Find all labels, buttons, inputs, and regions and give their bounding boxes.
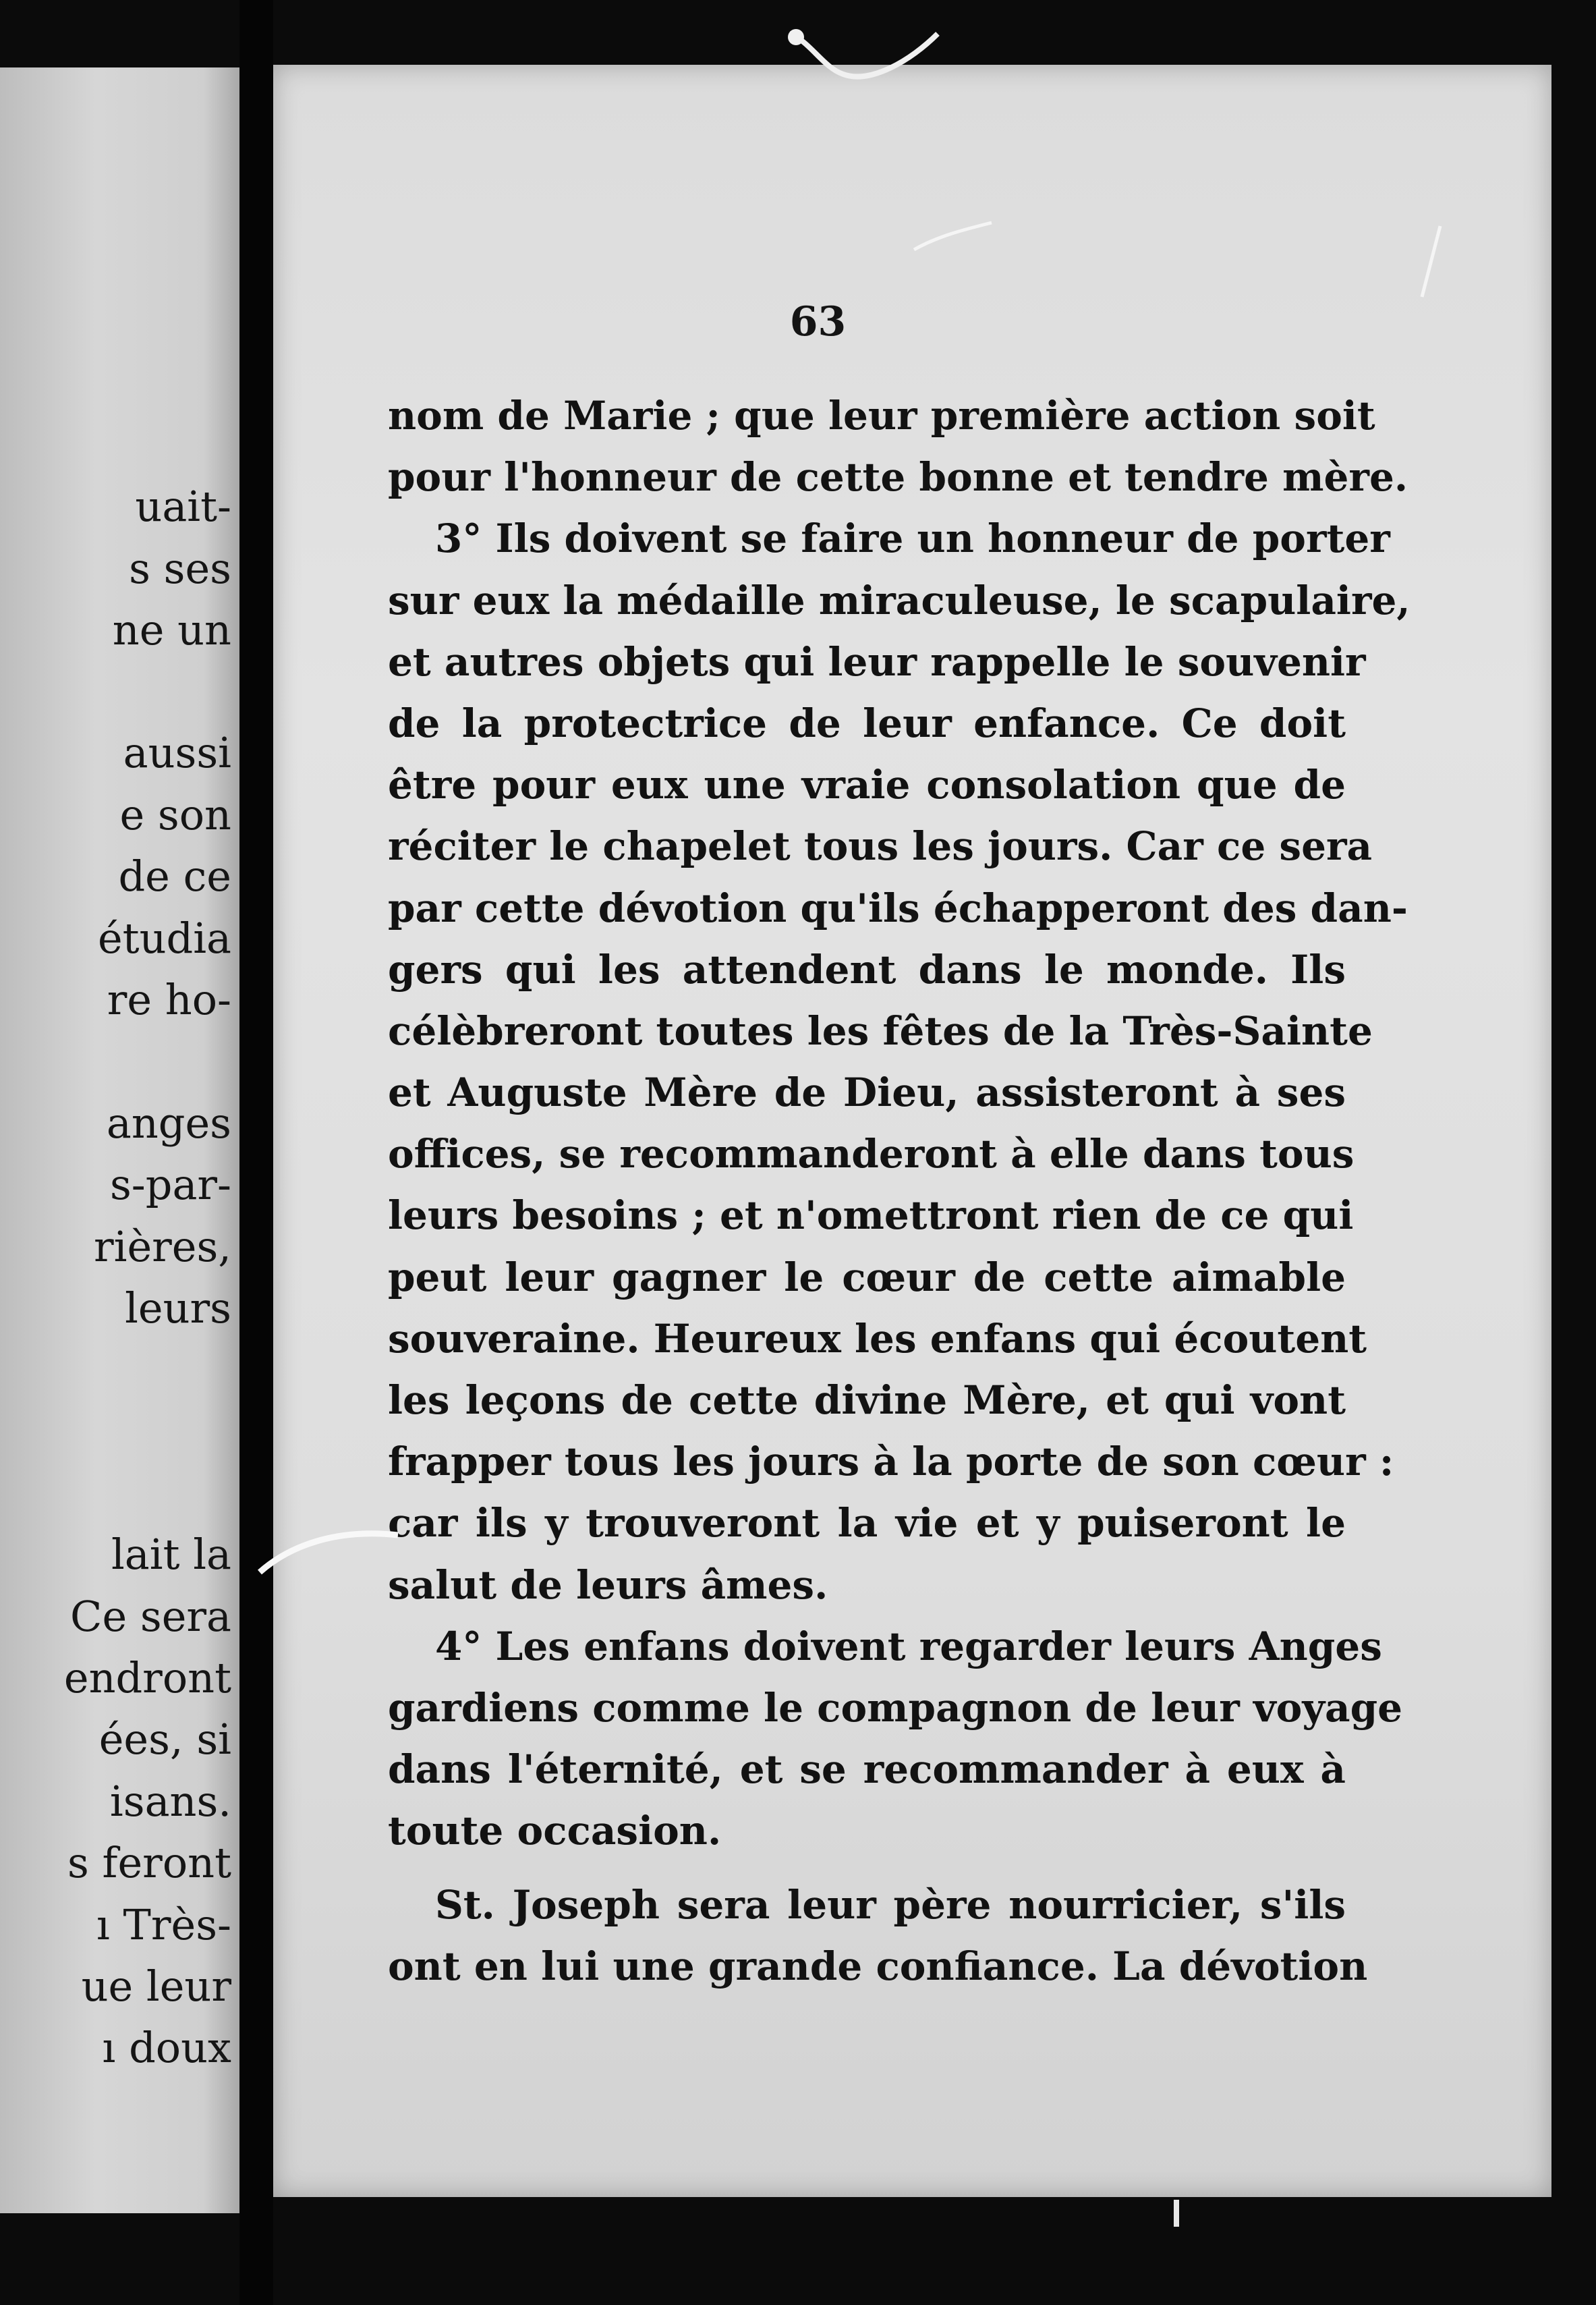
text-line: par cette dévotion qu'ils échapperont des dan- [388, 885, 1408, 931]
scan-artifact [1174, 2200, 1179, 2227]
left-page-line: s feront [67, 1838, 231, 1887]
text-line: les leçons de cette divine Mère, et qui vont [388, 1377, 1346, 1423]
text-line: réciter le chapelet tous les jours. Car ce sera [388, 823, 1373, 870]
text-line: 4° Les enfans doivent regarder leurs Anges [435, 1623, 1382, 1669]
text-line: célèbreront toutes les fêtes de la Très-Sainte [388, 1007, 1373, 1054]
left-page-line: étudia [97, 914, 231, 963]
left-page-line: Ce sera [70, 1592, 231, 1641]
scan-artifact [256, 1518, 405, 1579]
text-line: peut leur gagner le cœur de cette aimable [388, 1254, 1346, 1300]
text-line: pour l'honneur de cette bonne et tendre mère. [388, 454, 1408, 501]
right-page [273, 65, 1551, 2197]
text-line: nom de Marie ; que leur première action soit [388, 393, 1375, 439]
left-page-fragment [0, 67, 239, 2213]
left-page-line: isans. [109, 1777, 231, 1826]
left-page-line: s ses [129, 544, 231, 593]
left-page-line: ue leur [81, 1962, 231, 2011]
scan-artifact [782, 20, 958, 101]
left-page-line: uait- [135, 482, 231, 531]
left-page-line: endront [63, 1653, 231, 1702]
text-line: être pour eux une vraie consolation que de [388, 762, 1346, 808]
text-line: offices, se recommanderont à elle dans tous [388, 1131, 1355, 1177]
text-line: sur eux la médaille miraculeuse, le scapulaire, [388, 577, 1410, 623]
text-line: dans l'éternité, et se recommander à eux à [388, 1746, 1346, 1793]
left-page-line: rières, [93, 1222, 231, 1271]
left-page-line: aussi [123, 728, 231, 777]
text-line: frapper tous les jours à la porte de son cœur : [388, 1439, 1394, 1485]
left-page-line: de ce [118, 852, 231, 901]
text-line: toute occasion. [388, 1808, 722, 1854]
page-number: 63 [789, 298, 847, 345]
left-page-line: anges [106, 1099, 231, 1148]
text-line: gardiens comme le compagnon de leur voyage [388, 1684, 1403, 1731]
left-page-line: ı doux [102, 2023, 231, 2072]
text-line: souveraine. Heureux les enfans qui écoutent [388, 1315, 1367, 1362]
text-line: leurs besoins ; et n'omettront rien de ce qui [388, 1192, 1354, 1239]
left-page-line: leurs [125, 1283, 231, 1333]
scan-artifact [1417, 223, 1444, 304]
text-line: salut de leurs âmes. [388, 1561, 828, 1608]
left-page-line: ées, si [98, 1715, 231, 1764]
left-page-line: e son [119, 790, 231, 839]
left-page-line: s-par- [109, 1160, 231, 1209]
page-body-text [388, 385, 1410, 1997]
text-line: car ils y trouveront la vie et y puiseront le [388, 1500, 1346, 1547]
left-page-line: ı Très- [96, 1900, 231, 1949]
text-line: et Auguste Mère de Dieu, assisteront à ses [388, 1070, 1346, 1116]
left-page-line: ne un [112, 605, 231, 655]
scan-artifact [911, 216, 998, 256]
text-line: St. Joseph sera leur père nourricier, s'ils [435, 1881, 1346, 1928]
text-line: et autres objets qui leur rappelle le souvenir [388, 638, 1366, 685]
text-line: gers qui les attendent dans le monde. Ils [388, 946, 1346, 993]
left-page-line: re ho- [107, 975, 231, 1024]
text-line: 3° Ils doivent se faire un honneur de porter [435, 516, 1390, 562]
text-line: ont en lui une grande confiance. La dévotion [388, 1943, 1368, 1989]
book-gutter [239, 0, 273, 2305]
left-page-line: lait la [111, 1530, 231, 1579]
text-line: de la protectrice de leur enfance. Ce doit [388, 700, 1346, 746]
